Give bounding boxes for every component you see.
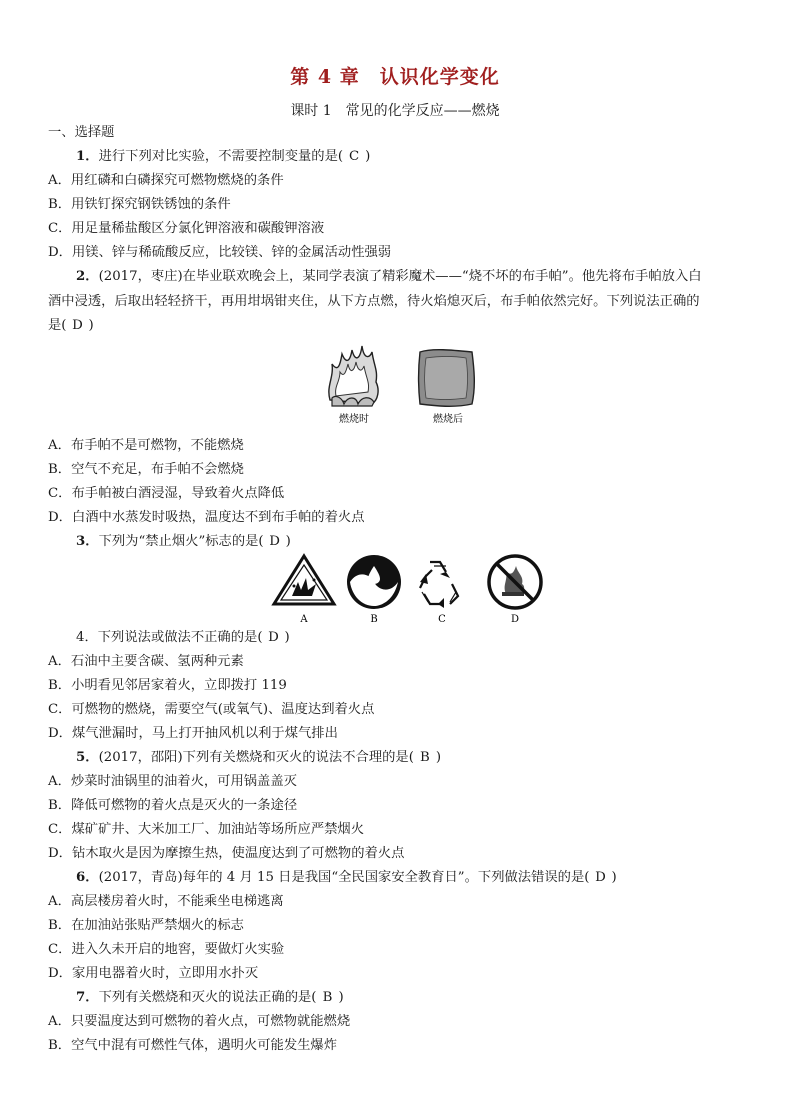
paren-close: ) [338,990,344,1005]
paren-close: ) [611,870,617,885]
question-5 [76,749,441,767]
question-number: 1． [76,149,99,164]
question-6 [76,869,617,887]
question-number: 7． [76,990,99,1005]
option: B．空气中混有可燃性气体，遇明火可能发生爆炸 [48,1038,338,1053]
question-number: 3． [76,534,99,549]
option: B．降低可燃物的着火点是灭火的一条途径 [48,798,298,813]
question-number: 2． [76,269,99,284]
handkerchief-figure [322,342,482,432]
answer: D [72,318,83,333]
option: A．布手帕不是可燃物，不能燃烧 [48,438,244,453]
option: A．石油中主要含碳、氢两种元素 [48,654,244,669]
figure-label: 燃烧后 [433,414,463,425]
option: D．白酒中水蒸发时吸热，温度达不到布手帕的着火点 [48,510,365,525]
question-2-line-2: 酒中浸透，后取出轻轻挤干，再用坩埚钳夹住，从下方点燃，待火焰熄灭后，布手帕依然完好。下列说法正确的 [48,294,700,309]
question-1 [76,148,370,166]
answer: B [322,990,333,1005]
question-2-line-3 [48,317,94,335]
question-number: 6． [76,870,99,885]
option: B．空气不充足，布手帕不会燃烧 [48,462,244,477]
sign-label: B [370,614,378,625]
answer: B [420,750,430,765]
paren-close: ) [88,318,94,333]
option: C．进入久未开启的地窖，要做灯火实验 [48,942,285,957]
safety-signs-figure [270,552,550,626]
paren-close: ) [365,149,371,164]
paren-close: ) [435,750,442,765]
option: D．用镁、锌与稀硫酸反应，比较镁、锌的金属活动性强弱 [48,245,392,260]
sign-label: D [510,614,520,625]
section-heading: 一、选择题 [48,125,115,140]
handkerchief-illustration [322,342,482,432]
handkerchief-icon [419,350,475,407]
option: C．布手帕被白酒浸湿，导致着火点降低 [48,486,285,501]
drop-sign-icon [347,555,401,609]
question-text: (2017，邵阳)下列有关燃烧和灭火的说法不合理的是( [98,750,414,765]
figure-label: 燃烧时 [339,414,369,425]
paren-close: ) [285,534,291,549]
option: C．煤矿矿井、大米加工厂、加油站等场所应严禁烟火 [48,822,365,837]
explosive-warning-icon [274,556,334,604]
chapter-title: 第 4 章 认识化学变化 [290,66,500,88]
question-2-line-1 [76,268,702,286]
question-number: 4． [76,630,98,645]
option: D．煤气泄漏时，马上打开抽风机以利于煤气排出 [48,726,338,741]
recycle-icon [420,562,458,608]
question-4 [76,629,290,647]
question-text: 下列说法或做法不正确的是( [97,630,263,645]
answer: D [269,534,280,549]
sign-label: C [438,614,446,625]
option: B．小明看见邻居家着火，立即拨打 119 [48,678,287,693]
option: C．用足量稀盐酸区分氯化钾溶液和碳酸钾溶液 [48,221,325,236]
option: A．高层楼房着火时，不能乘坐电梯逃离 [48,894,284,909]
option: A．用红磷和白磷探究可燃物燃烧的条件 [48,173,284,188]
option: D．钻木取火是因为摩擦生热，使温度达到了可燃物的着火点 [48,846,405,861]
option: B．在加油站张贴严禁烟火的标志 [48,918,244,933]
answer: D [595,870,606,885]
flame-icon [329,346,378,406]
answer: C [349,149,360,164]
option: B．用铁钉探究钢铁锈蚀的条件 [48,197,231,212]
question-text: 下列为“禁止烟火”标志的是( [98,534,264,549]
option: C．可燃物的燃烧，需要空气(或氧气)、温度达到着火点 [48,702,375,717]
question-number: 5． [76,750,99,765]
option: D．家用电器着火时，立即用水扑灭 [48,966,259,981]
paren-close: ) [284,630,290,645]
question-text: 进行下列对比实验，不需要控制变量的是( [98,149,344,164]
lesson-subtitle: 课时 1 常见的化学反应——燃烧 [290,103,500,119]
answer: D [268,630,279,645]
question-text: (2017，枣庄)在毕业联欢晚会上，某同学表演了精彩魔术——“烧不坏的布手帕”。他先将布手帕放入白 [98,269,702,284]
option: A．只要温度达到可燃物的着火点，可燃物就能燃烧 [48,1014,351,1029]
question-text: 是( [48,318,67,333]
question-7 [76,989,344,1007]
question-text: (2017，青岛)每年的 4 月 15 日是我国“全民国家安全教育日”。下列做法错误的是( [98,870,590,885]
option: A．炒菜时油锅里的油着火，可用锅盖盖灭 [48,774,297,789]
sign-label: A [300,614,308,625]
question-text: 下列有关燃烧和灭火的说法正确的是( [98,990,317,1005]
question-3 [76,533,291,551]
no-fire-sign-icon [489,556,541,608]
